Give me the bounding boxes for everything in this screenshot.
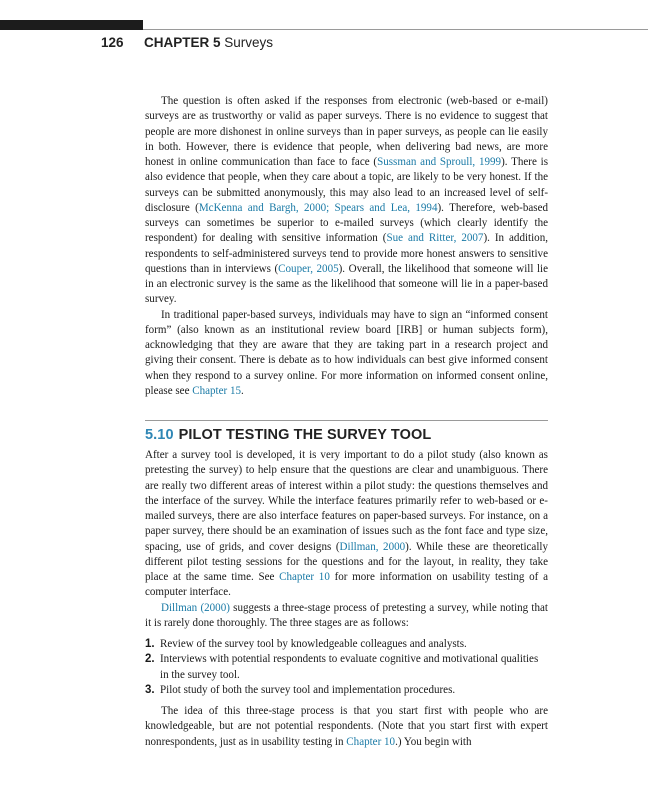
page-number: 126 bbox=[101, 35, 124, 50]
list-item: 3. Pilot study of both the survey tool and implementation procedures. bbox=[145, 683, 456, 696]
citation-couper[interactable]: Couper, 2005 bbox=[278, 262, 339, 275]
header-rule bbox=[143, 29, 648, 30]
list-item: 2. Interviews with potential respondents to evaluate cognitive and motivational qualities in the survey tool. bbox=[145, 653, 539, 681]
citation-mckenna-bargh-spears-lea[interactable]: McKenna and Bargh, 2000; Spears and Lea, 1994 bbox=[198, 201, 438, 214]
paragraph-process-idea: The idea of this three-stage process is that you start first with people who are knowledgeable, but are not potential respondents. (Note that you start first with expert nonrespondents, just as in usability testing in Chapter 10.) You begin with bbox=[145, 705, 548, 748]
section-heading bbox=[145, 425, 548, 445]
citation-sussman-sproull[interactable]: Sussman and Sproull, 1999 bbox=[377, 156, 502, 168]
section-title: PILOT TESTING THE SURVEY TOOL bbox=[178, 427, 432, 443]
page-body bbox=[145, 94, 548, 750]
section-divider bbox=[145, 420, 548, 421]
paragraph-electronic-honesty: The question is often asked if the responses from electronic (web-based or e-mail) surveys are as trustworthy or valid as paper surveys. There is no evidence to suggest that people are more dishonest in online surveys than in paper surveys, as people can lie easily in both. However, there is evidence that people, when delivering bad news, are more honest in online communication than face to face (Sussman and Sproull, 1999). There is also evidence that people, when they care about a topic, are likely to be very honest. If the surveys can be submitted anonymously, this may also lead to an increased level of self-disclosure (McKenna and Bargh, 2000; Spears and Lea, 1994). Therefore, web-based surveys can sometimes be superior to e-mailed surveys (which clearly identify the respondent) for dealing with sensitive information (Sue and Ritter, 2007). In addition, respondents to self-administered surveys tend to provide more honest answers to sensitive questions than in interviews (Couper, 2005). Overall, the likelihood that someone will lie in an electronic survey is the same as the likelihood that someone will lie in a paper-based survey. bbox=[145, 95, 549, 306]
paragraph-pilot-intro: After a survey tool is developed, it is very important to do a pilot study (also known as pretesting the survey) to help ensure that the questions are clear and unambiguous. There are really two different areas of interest within a pilot study: the questions themselves and the interface of the survey. While the interface features primarily refer to web-based or e-mailed surveys, there are also interface features on paper-based surveys. For instance, on a paper survey, there should be an examination of issues such as the font face and type size, spacing, use of grids, and cover designs (Dillman, 2000). While these are theoretically different pilot testing sessions for the questions and for the layout, in reality, they take place at the same time. See Chapter 10 for more information on usability testing of a computer interface. bbox=[145, 449, 548, 599]
link-chapter-10[interactable]: Chapter 10 bbox=[279, 571, 330, 583]
stages-list bbox=[145, 637, 548, 698]
link-chapter-15[interactable]: Chapter 15 bbox=[192, 384, 242, 397]
header-bar bbox=[0, 20, 143, 30]
citation-sue-ritter[interactable]: Sue and Ritter, 2007 bbox=[386, 232, 484, 245]
running-header bbox=[101, 35, 273, 50]
paragraph-three-stage: Dillman (2000) suggests a three-stage process of pretesting a survey, while noting that it is rarely done thoroughly. The three stages are as follows: bbox=[145, 601, 548, 629]
list-item: 1. Review of the survey tool by knowledgeable colleagues and analysts. bbox=[145, 638, 467, 650]
chapter-title: Surveys bbox=[224, 35, 274, 50]
chapter-label: CHAPTER 5 bbox=[144, 35, 221, 50]
link-chapter-10b[interactable]: Chapter 10 bbox=[346, 735, 396, 748]
citation-dillman-2000b[interactable]: Dillman (2000) bbox=[161, 601, 230, 614]
paragraph-informed-consent: In traditional paper-based surveys, individuals may have to sign an “informed consent form” (also known as an institutional review board [IRB] or human subjects form), acknowledging that they are aware that they are taking part in a research project and giving their consent. There is debate as to how individuals can best give informed consent when they respond to a survey online. For more information on informed consent online, please see Chapter 15. bbox=[145, 308, 548, 397]
section-number: 5.10 bbox=[145, 427, 174, 443]
citation-dillman-2000[interactable]: Dillman, 2000 bbox=[339, 540, 406, 553]
